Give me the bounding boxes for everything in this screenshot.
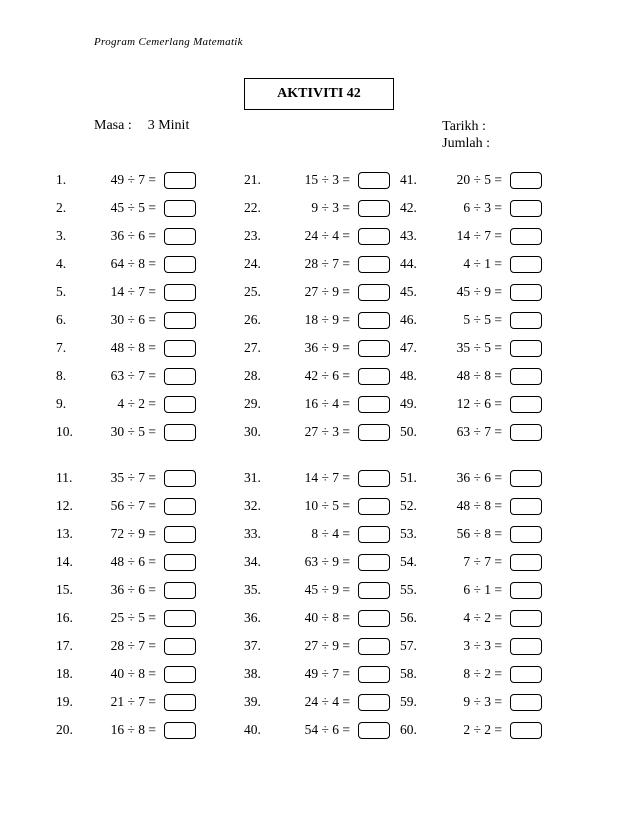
problem-row	[244, 520, 390, 548]
problem-row	[400, 660, 542, 688]
problem-row	[400, 520, 542, 548]
problem-expression: 12 ÷ 6 =	[456, 396, 502, 411]
problem-number: 35.	[244, 582, 261, 597]
problem-expression: 20 ÷ 5 =	[456, 172, 502, 187]
problem-expression: 48 ÷ 6 =	[110, 554, 156, 569]
problem-number: 50.	[400, 424, 417, 439]
problem-expression: 3 ÷ 3 =	[463, 638, 502, 653]
problem-expression: 45 ÷ 5 =	[110, 200, 156, 215]
right-info	[442, 118, 490, 152]
answer-box[interactable]	[358, 582, 390, 599]
problem-number: 55.	[400, 582, 417, 597]
problem-number: 49.	[400, 396, 417, 411]
tarikh-label: Tarikh :	[442, 119, 486, 134]
answer-box[interactable]	[510, 284, 542, 301]
problem-number: 58.	[400, 666, 417, 681]
problem-number: 23.	[244, 228, 261, 243]
answer-box[interactable]	[164, 470, 196, 487]
problem-expression: 28 ÷ 7 =	[304, 256, 350, 271]
problem-expression: 6 ÷ 1 =	[463, 582, 502, 597]
answer-box[interactable]	[510, 200, 542, 217]
problem-expression: 27 ÷ 9 =	[304, 284, 350, 299]
problem-expression: 4 ÷ 2 =	[463, 610, 502, 625]
problem-row	[400, 492, 542, 520]
problem-expression: 40 ÷ 8 =	[110, 666, 156, 681]
problem-expression: 36 ÷ 9 =	[304, 340, 350, 355]
answer-box[interactable]	[358, 172, 390, 189]
problem-expression: 48 ÷ 8 =	[110, 340, 156, 355]
problem-number: 32.	[244, 498, 261, 513]
problem-number: 7.	[56, 340, 67, 355]
problems-column-3	[400, 166, 542, 744]
problem-expression: 24 ÷ 4 =	[304, 694, 350, 709]
problem-row	[400, 222, 542, 250]
problem-expression: 54 ÷ 6 =	[304, 722, 350, 737]
problem-number: 33.	[244, 526, 261, 541]
problem-expression: 35 ÷ 5 =	[456, 340, 502, 355]
answer-box[interactable]	[510, 368, 542, 385]
problems-column-2	[244, 166, 390, 744]
problem-row	[56, 362, 196, 390]
answer-box[interactable]	[164, 368, 196, 385]
answer-box[interactable]	[510, 526, 542, 543]
answer-box[interactable]	[358, 228, 390, 245]
problem-number: 34.	[244, 554, 261, 569]
problem-row	[400, 362, 542, 390]
problem-row	[56, 250, 196, 278]
problem-expression: 25 ÷ 5 =	[110, 610, 156, 625]
problem-row	[56, 632, 196, 660]
answer-box[interactable]	[510, 694, 542, 711]
problem-row	[244, 632, 390, 660]
answer-box[interactable]	[510, 582, 542, 599]
answer-box[interactable]	[358, 610, 390, 627]
answer-box[interactable]	[164, 172, 196, 189]
problem-expression: 21 ÷ 7 =	[110, 694, 156, 709]
answer-box[interactable]	[510, 340, 542, 357]
problem-number: 6.	[56, 312, 67, 327]
problem-expression: 4 ÷ 1 =	[463, 256, 502, 271]
answer-box[interactable]	[164, 312, 196, 329]
problem-number: 59.	[400, 694, 417, 709]
answer-box[interactable]	[164, 200, 196, 217]
problem-number: 26.	[244, 312, 261, 327]
answer-box[interactable]	[164, 498, 196, 515]
problem-number: 47.	[400, 340, 417, 355]
problem-expression: 14 ÷ 7 =	[304, 470, 350, 485]
answer-box[interactable]	[358, 284, 390, 301]
problem-expression: 36 ÷ 6 =	[456, 470, 502, 485]
answer-box[interactable]	[358, 368, 390, 385]
problem-number: 54.	[400, 554, 417, 569]
problem-row	[244, 716, 390, 744]
problem-number: 17.	[56, 638, 73, 653]
problem-expression: 48 ÷ 8 =	[456, 498, 502, 513]
problem-number: 25.	[244, 284, 261, 299]
problem-row	[56, 716, 196, 744]
answer-box[interactable]	[358, 396, 390, 413]
problem-number: 8.	[56, 368, 67, 383]
problem-row	[56, 464, 196, 492]
problem-row	[400, 464, 542, 492]
answer-box[interactable]	[358, 554, 390, 571]
problem-expression: 15 ÷ 3 =	[304, 172, 350, 187]
answer-box[interactable]	[164, 694, 196, 711]
problem-number: 46.	[400, 312, 417, 327]
problem-number: 51.	[400, 470, 417, 485]
problem-number: 56.	[400, 610, 417, 625]
problem-expression: 30 ÷ 5 =	[110, 424, 156, 439]
answer-box[interactable]	[164, 396, 196, 413]
masa-field	[94, 118, 189, 134]
problem-number: 44.	[400, 256, 417, 271]
problem-expression: 16 ÷ 4 =	[304, 396, 350, 411]
problem-expression: 36 ÷ 6 =	[110, 228, 156, 243]
problem-expression: 2 ÷ 2 =	[463, 722, 502, 737]
answer-box[interactable]	[358, 694, 390, 711]
problem-number: 36.	[244, 610, 261, 625]
problem-row	[400, 390, 542, 418]
answer-box[interactable]	[510, 424, 542, 441]
problem-expression: 14 ÷ 7 =	[110, 284, 156, 299]
problem-row	[400, 576, 542, 604]
answer-box[interactable]	[358, 638, 390, 655]
problem-number: 38.	[244, 666, 261, 681]
answer-box[interactable]	[510, 498, 542, 515]
problem-row	[400, 306, 542, 334]
problem-number: 5.	[56, 284, 67, 299]
problem-row	[56, 166, 196, 194]
problem-expression: 64 ÷ 8 =	[110, 256, 156, 271]
problem-number: 16.	[56, 610, 73, 625]
answer-box[interactable]	[164, 340, 196, 357]
problem-number: 52.	[400, 498, 417, 513]
answer-box[interactable]	[164, 228, 196, 245]
answer-box[interactable]	[510, 638, 542, 655]
problem-expression: 42 ÷ 6 =	[304, 368, 350, 383]
answer-box[interactable]	[358, 200, 390, 217]
problem-row	[244, 688, 390, 716]
problem-row	[244, 362, 390, 390]
problem-number: 14.	[56, 554, 73, 569]
answer-box[interactable]	[510, 312, 542, 329]
answer-box[interactable]	[164, 582, 196, 599]
answer-box[interactable]	[510, 172, 542, 189]
problem-number: 21.	[244, 172, 261, 187]
problem-row	[244, 418, 390, 446]
problem-row	[244, 576, 390, 604]
problem-number: 4.	[56, 256, 67, 271]
problem-row	[56, 604, 196, 632]
problem-expression: 49 ÷ 7 =	[304, 666, 350, 681]
problem-expression: 10 ÷ 5 =	[304, 498, 350, 513]
problem-number: 30.	[244, 424, 261, 439]
problem-row	[400, 166, 542, 194]
answer-box[interactable]	[358, 526, 390, 543]
jumlah-label: Jumlah :	[442, 136, 490, 151]
problem-row	[244, 194, 390, 222]
problem-expression: 16 ÷ 8 =	[110, 722, 156, 737]
problem-row	[400, 334, 542, 362]
problem-row	[244, 492, 390, 520]
problem-number: 13.	[56, 526, 73, 541]
problem-row	[244, 166, 390, 194]
problem-expression: 9 ÷ 3 =	[311, 200, 350, 215]
answer-box[interactable]	[164, 666, 196, 683]
answer-box[interactable]	[164, 610, 196, 627]
problem-row	[56, 418, 196, 446]
program-title: Program Cemerlang Matematik	[94, 36, 243, 48]
answer-box[interactable]	[164, 256, 196, 273]
answer-box[interactable]	[164, 638, 196, 655]
answer-box[interactable]	[510, 554, 542, 571]
problem-expression: 8 ÷ 4 =	[311, 526, 350, 541]
problem-number: 1.	[56, 172, 67, 187]
answer-box[interactable]	[358, 470, 390, 487]
answer-box[interactable]	[358, 340, 390, 357]
problem-row	[244, 390, 390, 418]
problem-expression: 18 ÷ 9 =	[304, 312, 350, 327]
problem-row	[56, 688, 196, 716]
problem-expression: 6 ÷ 3 =	[463, 200, 502, 215]
problem-number: 31.	[244, 470, 261, 485]
problem-number: 19.	[56, 694, 73, 709]
problem-number: 15.	[56, 582, 73, 597]
problem-row	[244, 250, 390, 278]
problem-row	[400, 604, 542, 632]
problem-row	[56, 390, 196, 418]
problem-expression: 45 ÷ 9 =	[456, 284, 502, 299]
answer-box[interactable]	[358, 666, 390, 683]
problem-number: 60.	[400, 722, 417, 737]
answer-box[interactable]	[510, 396, 542, 413]
problem-row	[56, 222, 196, 250]
answer-box[interactable]	[510, 722, 542, 739]
problem-row	[400, 688, 542, 716]
problem-expression: 35 ÷ 7 =	[110, 470, 156, 485]
answer-box[interactable]	[510, 228, 542, 245]
problems-column-1	[56, 166, 196, 744]
activity-title-box: AKTIVITI 42	[244, 78, 394, 110]
problem-number: 28.	[244, 368, 261, 383]
problem-expression: 49 ÷ 7 =	[110, 172, 156, 187]
problem-number: 9.	[56, 396, 67, 411]
problem-row	[400, 194, 542, 222]
problem-number: 40.	[244, 722, 261, 737]
problem-row	[400, 250, 542, 278]
problem-number: 3.	[56, 228, 67, 243]
answer-box[interactable]	[358, 424, 390, 441]
problem-expression: 36 ÷ 6 =	[110, 582, 156, 597]
answer-box[interactable]	[164, 284, 196, 301]
problem-number: 27.	[244, 340, 261, 355]
masa-label: Masa :	[94, 118, 132, 133]
problem-expression: 48 ÷ 8 =	[456, 368, 502, 383]
problem-row	[56, 492, 196, 520]
problem-number: 10.	[56, 424, 73, 439]
problem-expression: 63 ÷ 7 =	[456, 424, 502, 439]
problem-expression: 63 ÷ 7 =	[110, 368, 156, 383]
answer-box[interactable]	[164, 526, 196, 543]
problem-row	[56, 660, 196, 688]
problem-number: 24.	[244, 256, 261, 271]
problem-expression: 56 ÷ 8 =	[456, 526, 502, 541]
problem-expression: 4 ÷ 2 =	[117, 396, 156, 411]
answer-box[interactable]	[164, 722, 196, 739]
problem-row	[400, 632, 542, 660]
problem-row	[400, 716, 542, 744]
problem-expression: 24 ÷ 4 =	[304, 228, 350, 243]
problem-number: 57.	[400, 638, 417, 653]
problem-expression: 40 ÷ 8 =	[304, 610, 350, 625]
problem-expression: 5 ÷ 5 =	[463, 312, 502, 327]
problem-row	[244, 222, 390, 250]
problem-expression: 27 ÷ 9 =	[304, 638, 350, 653]
answer-box[interactable]	[164, 554, 196, 571]
problem-row	[400, 418, 542, 446]
problem-number: 29.	[244, 396, 261, 411]
problem-row	[56, 278, 196, 306]
problem-row	[244, 306, 390, 334]
problem-expression: 56 ÷ 7 =	[110, 498, 156, 513]
problem-expression: 14 ÷ 7 =	[456, 228, 502, 243]
masa-value: 3 Minit	[147, 118, 190, 133]
problem-number: 11.	[56, 470, 73, 485]
problem-expression: 63 ÷ 9 =	[304, 554, 350, 569]
answer-box[interactable]	[510, 256, 542, 273]
problem-row	[244, 464, 390, 492]
problem-expression: 7 ÷ 7 =	[463, 554, 502, 569]
answer-box[interactable]	[358, 722, 390, 739]
problem-number: 45.	[400, 284, 417, 299]
problem-number: 48.	[400, 368, 417, 383]
answer-box[interactable]	[510, 610, 542, 627]
problem-row	[56, 194, 196, 222]
problem-number: 18.	[56, 666, 73, 681]
problem-number: 2.	[56, 200, 67, 215]
answer-box[interactable]	[358, 312, 390, 329]
problem-expression: 8 ÷ 2 =	[463, 666, 502, 681]
problem-number: 12.	[56, 498, 73, 513]
problem-row	[244, 604, 390, 632]
problem-row	[400, 548, 542, 576]
problem-expression: 27 ÷ 3 =	[304, 424, 350, 439]
answer-box[interactable]	[510, 470, 542, 487]
problem-row	[244, 334, 390, 362]
answer-box[interactable]	[358, 256, 390, 273]
problem-number: 39.	[244, 694, 261, 709]
answer-box[interactable]	[164, 424, 196, 441]
problem-expression: 72 ÷ 9 =	[110, 526, 156, 541]
problem-row	[400, 278, 542, 306]
problem-number: 37.	[244, 638, 261, 653]
info-row	[0, 118, 638, 152]
problem-row	[244, 660, 390, 688]
answer-box[interactable]	[510, 666, 542, 683]
problem-number: 20.	[56, 722, 73, 737]
problem-expression: 30 ÷ 6 =	[110, 312, 156, 327]
problem-row	[56, 576, 196, 604]
problem-row	[56, 306, 196, 334]
problem-row	[56, 548, 196, 576]
problem-expression: 9 ÷ 3 =	[463, 694, 502, 709]
problem-row	[56, 334, 196, 362]
activity-title-wrap	[0, 78, 638, 110]
problem-number: 42.	[400, 200, 417, 215]
problem-row	[244, 548, 390, 576]
problem-number: 53.	[400, 526, 417, 541]
problem-number: 43.	[400, 228, 417, 243]
answer-box[interactable]	[358, 498, 390, 515]
problem-expression: 45 ÷ 9 =	[304, 582, 350, 597]
problem-number: 22.	[244, 200, 261, 215]
problem-row	[56, 520, 196, 548]
problem-expression: 28 ÷ 7 =	[110, 638, 156, 653]
problems-grid	[0, 166, 638, 744]
problem-row	[244, 278, 390, 306]
problem-number: 41.	[400, 172, 417, 187]
